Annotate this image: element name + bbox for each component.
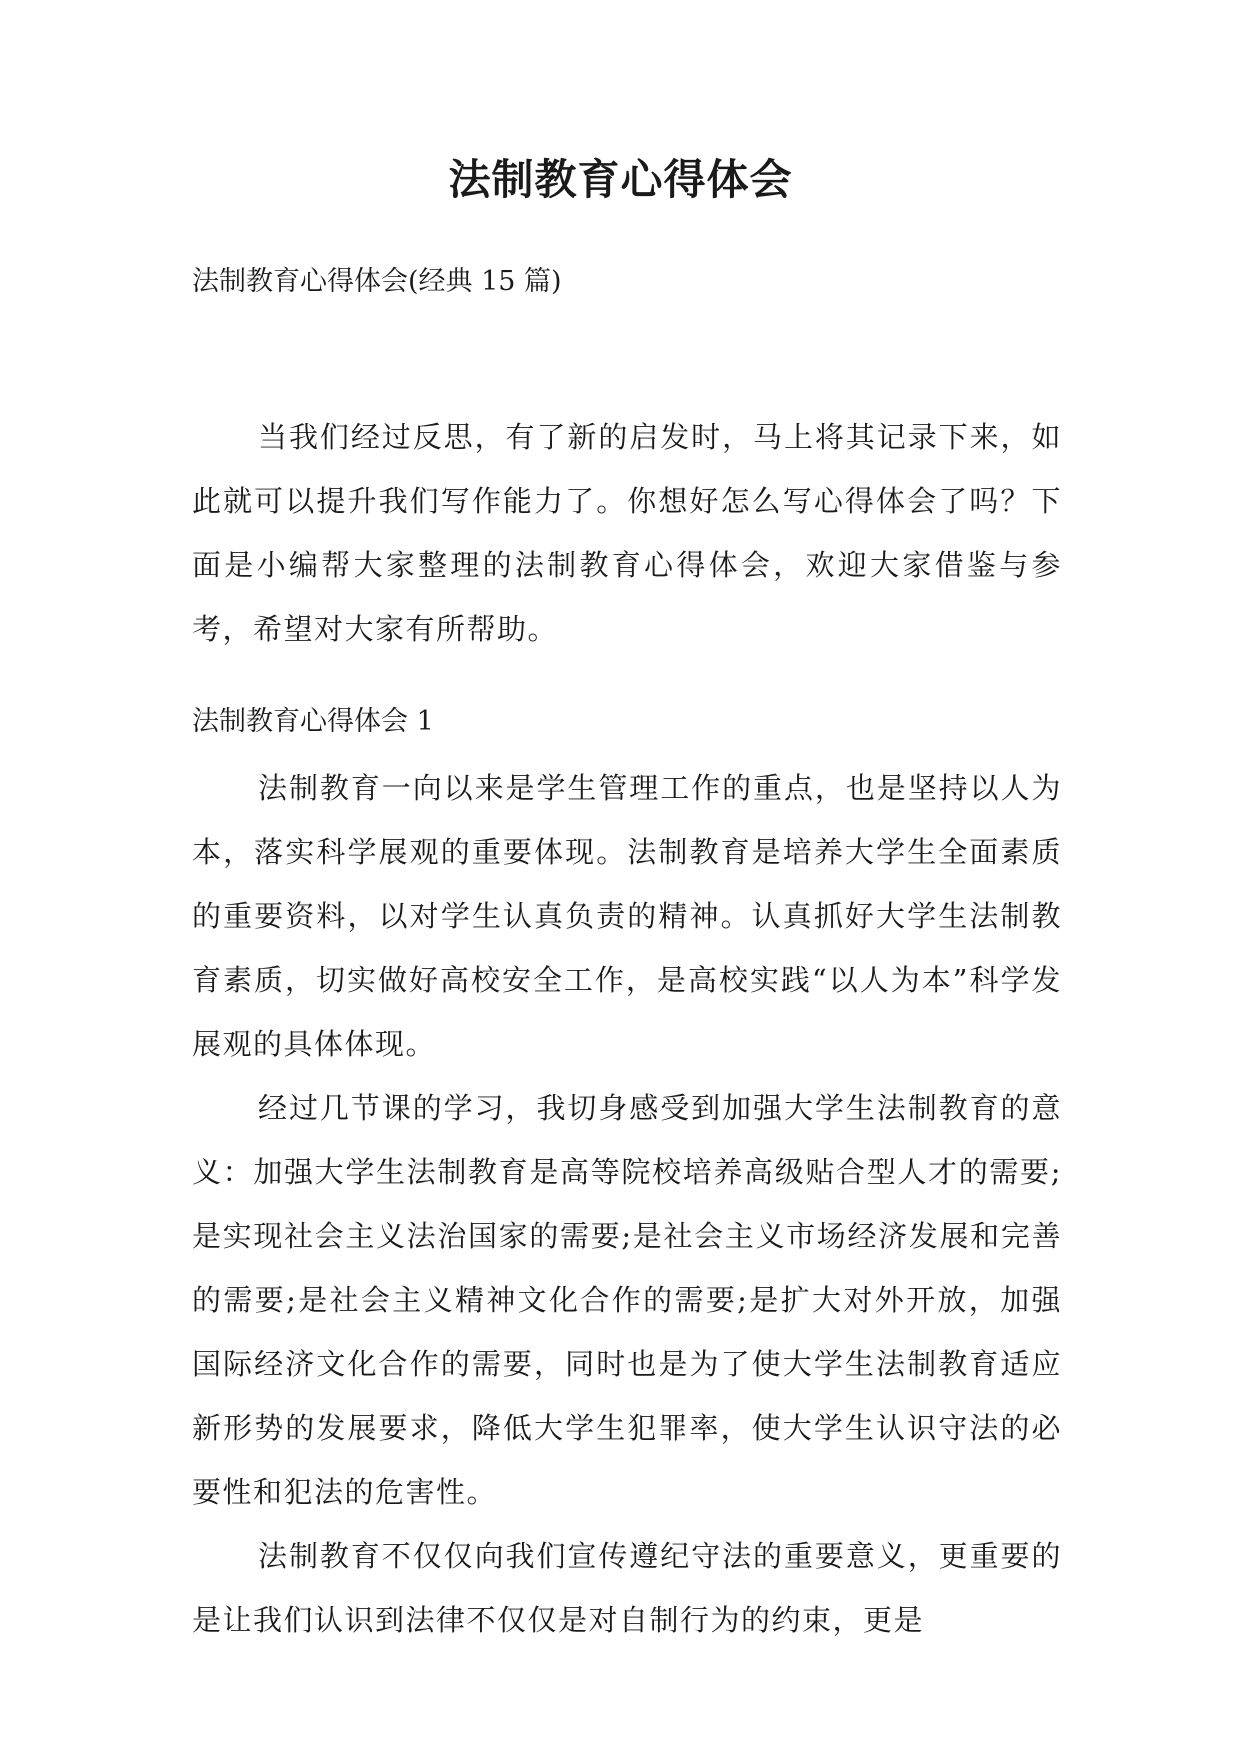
intro-paragraph: 当我们经过反思，有了新的启发时，马上将其记录下来，如此就可以提升我们写作能力了。你想好怎么写心得体会了吗？下面是小编帮大家整理的法制教育心得体会，欢迎大家借鉴与参考，希望对大家有所帮助。	[192, 420, 1062, 646]
section-body	[192, 756, 1062, 1652]
section-heading: 法制教育心得体会 1	[192, 706, 434, 737]
document-subtitle: 法制教育心得体会(经典 15 篇)	[192, 266, 562, 297]
document-title: 法制教育心得体会	[448, 155, 793, 204]
body-paragraph: 法制教育不仅仅向我们宣传遵纪守法的重要意义，更重要的是让我们认识到法律不仅仅是对自制行为的约束，更是	[192, 1539, 1062, 1637]
body-paragraph: 法制教育一向以来是学生管理工作的重点，也是坚持以人为本，落实科学展观的重要体现。法制教育是培养大学生全面素质的重要资料，以对学生认真负责的精神。认真抓好大学生法制教育素质，切实做好高校安全工作，是高校实践“以人为本”科学发展观的具体体现。	[192, 771, 1062, 1061]
body-paragraph: 经过几节课的学习，我切身感受到加强大学生法制教育的意义：加强大学生法制教育是高等院校培养高级贴合型人才的需要;是实现社会主义法治国家的需要;是社会主义市场经济发展和完善的需要;是社会主义精神文化合作的需要;是扩大对外开放，加强国际经济文化合作的需要，同时也是为了使大学生法制教育适应新形势的发展要求，降低大学生犯罪率，使大学生认识守法的必要性和犯法的危害性。	[192, 1091, 1062, 1509]
